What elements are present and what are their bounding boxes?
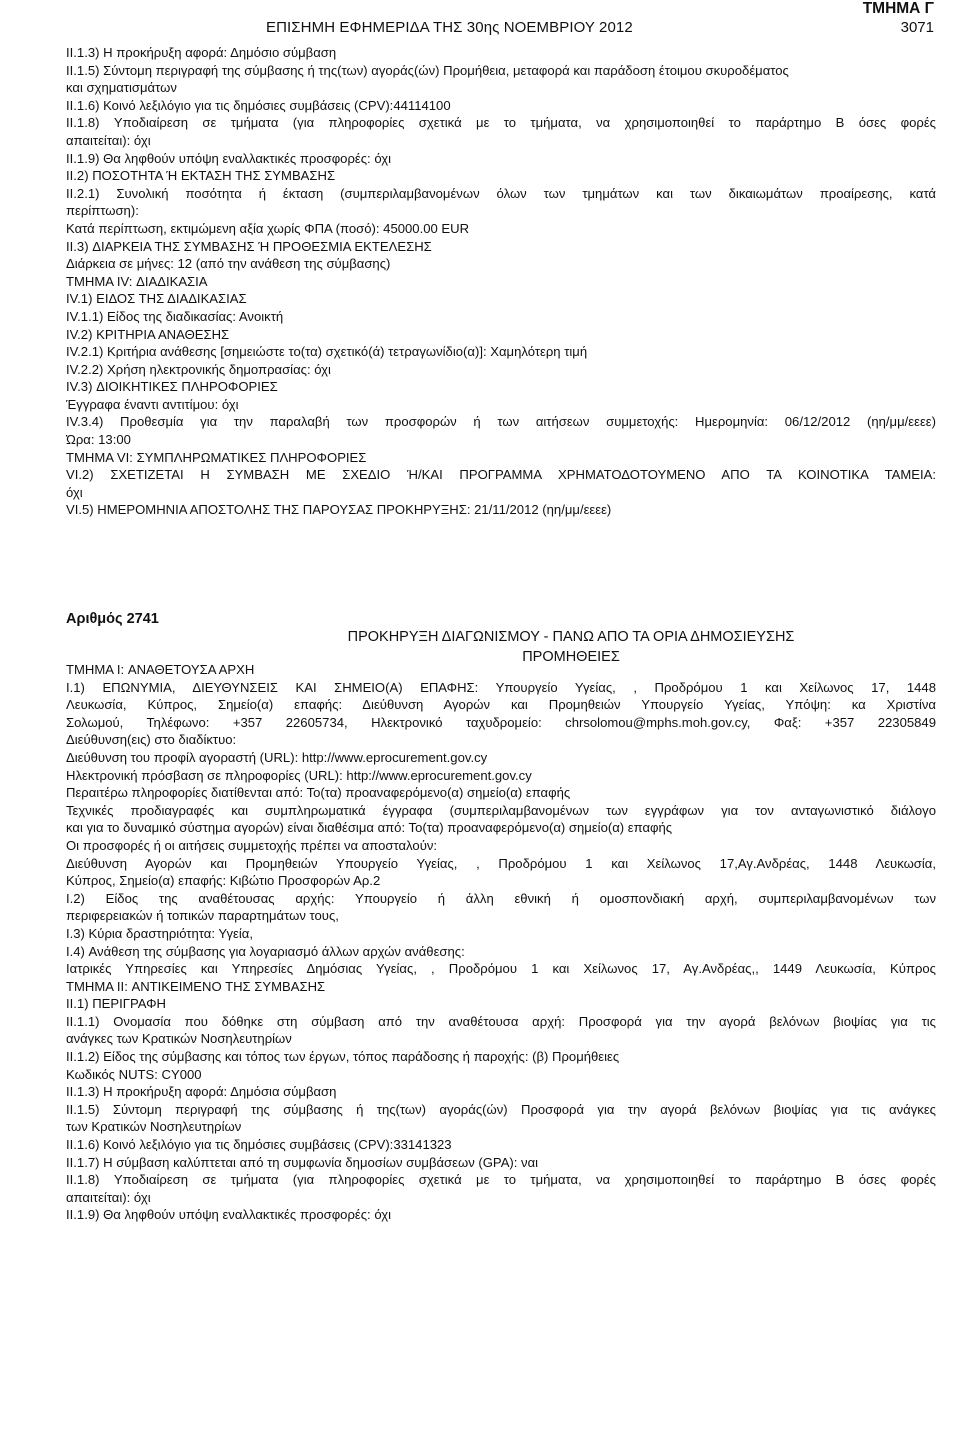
text-line: VI.5) ΗΜΕΡΟΜΗΝΙΑ ΑΠΟΣΤΟΛΗΣ ΤΗΣ ΠΑΡΟΥΣΑΣ ΠΡΟΚΗΡΥΞΗΣ: 21/11/2012 (ηη/μμ/εεεε) (66, 502, 612, 518)
text-line: II.1.3) Η προκήρυξη αφορά: Δημόσια σύμβαση (66, 1084, 337, 1100)
text-line: και για το δυναμικό σύστημα αγορών) είναι διαθέσιμα από: Το(τα) προαναφερόμενο(α) σημείο(α) επαφής (66, 820, 673, 836)
text-line: όχι (66, 484, 83, 500)
text-line: II.1.5) Σύντομη περιγραφή της σύμβασης ή της(των) αγοράς(ών) Προσφορά για την αγορά βελόνων βιοψίας για τις ανάγκες (66, 1101, 936, 1117)
text-line: II.1.9) Θα ληφθούν υπόψη εναλλακτικές προσφορές: όχι (66, 150, 392, 166)
text-line: II.1.3) Η προκήρυξη αφορά: Δημόσιο σύμβαση (66, 45, 337, 60)
text-line: ΤΜΗΜΑ IV: ΔΙΑΔΙΚΑΣΙΑ (66, 273, 208, 289)
text-line: περιφερειακών ή τοπικών παραρτημάτων τους, (66, 908, 339, 924)
text-line: II.1.7) Η σύμβαση καλύπτεται από τη συμφωνία δημοσίων συμβάσεων (GPA): ναι (66, 1154, 539, 1170)
text-line: IV.2.2) Χρήση ηλεκτρονικής δημοπρασίας: όχι (66, 361, 331, 377)
text-line: IV.1.1) Είδος της διαδικασίας: Ανοικτή (66, 308, 284, 324)
text-line: ανάγκες των Κρατικών Νοσηλευτηρίων (66, 1031, 292, 1047)
previous-notice-continuation (66, 44, 936, 519)
text-line: Ώρα: 13:00 (66, 432, 131, 448)
notice-title-line-2: ΠΡΟΜΗΘΕΙΕΣ (522, 649, 620, 665)
text-line: II.1.8) Υποδιαίρεση σε τμήματα (για πληροφορίες σχετικά με το τμήματα, να χρησιμοποιηθεί το παράρτημο Β όσες φορές (66, 1172, 936, 1188)
text-line: II.1.6) Κοινό λεξιλόγιο για τις δημόσιες συμβάσεις (CPV):33141323 (66, 1137, 452, 1153)
text-line: Έγγραφα έναντι αντιτίμου: όχι (66, 396, 239, 412)
text-line: Περαιτέρω πληροφορίες διατίθενται από: Το(τα) προαναφερόμενο(α) σημείο(α) επαφής (66, 785, 571, 801)
text-line: περίπτωση): (66, 203, 139, 219)
text-line: II.2.1) Συνολική ποσότητα ή έκταση (συμπεριλαμβανομένων όλων των τμημάτων και των δικαιωμάτων προαίρεσης, κατά (66, 185, 936, 201)
text-line: Ηλεκτρονική πρόσβαση σε πληροφορίες (URL): http://www.eprocurement.gov.cy (66, 767, 532, 783)
notice-body (66, 661, 936, 1224)
text-line: II.1.2) Είδος της σύμβασης και τόπος των έργων, τόπος παράδοσης ή παροχής: (β) Προμήθειες (66, 1049, 620, 1065)
text-line: Τεχνικές προδιαγραφές και συμπληρωματικά έγγραφα (συμπεριλαμβανομένων των εγγράφων για τον ανταγωνιστικό διάλογο (66, 802, 936, 818)
text-line: Κατά περίπτωση, εκτιμώμενη αξία χωρίς ΦΠΑ (ποσό): 45000.00 EUR (66, 220, 470, 236)
text-line: Οι προσφορές ή οι αιτήσεις συμμετοχής πρέπει να αποσταλούν: (66, 837, 438, 853)
notice-title-line-1: ΠΡΟΚΗΡΥΞΗ ΔΙΑΓΩΝΙΣΜΟΥ - ΠΑΝΩ ΑΠΟ ΤΑ ΟΡΙΑ ΔΗΜΟΣΙΕΥΣΗΣ (347, 629, 795, 645)
text-line: VI.2) ΣΧΕΤΙΖΕΤΑΙ Η ΣΥΜΒΑΣΗ ΜΕ ΣΧΕΔΙΟ Ή/ΚΑΙ ΠΡΟΓΡΑΜΜΑ ΧΡΗΜΑΤΟΔΟΤΟΥΜΕΝΟ ΑΠΟ ΤΑ ΚΟΙΝΟΤΙΚΑ ΤΑΜΕΙΑ: (66, 467, 936, 483)
text-line: ΤΜΗΜΑ II: ΑΝΤΙΚΕΙΜΕΝΟ ΤΗΣ ΣΥΜΒΑΣΗΣ (66, 978, 326, 994)
text-line: Διάρκεια σε μήνες: 12 (από την ανάθεση της σύμβασης) (66, 256, 391, 272)
text-line: IV.3) ΔΙΟΙΚΗΤΙΚΕΣ ΠΛΗΡΟΦΟΡΙΕΣ (66, 379, 278, 395)
text-line: II.1) ΠΕΡΙΓΡΑΦΗ (66, 996, 166, 1012)
text-line: IV.3.4) Προθεσμία για την παραλαβή των προσφορών ή των αιτήσεων συμμετοχής: Ημερομηνία: 06/12/2012 (ηη/μμ/εεεε) (66, 414, 936, 430)
gazette-title: ΕΠΙΣΗΜΗ ΕΦΗΜΕΡΙΔΑ ΤΗΣ 30ης ΝΟΕΜΒΡΙΟΥ 2012 (266, 19, 633, 36)
text-line: Κύπρος, Σημείο(α) επαφής: Κιβώτιο Προσφορών Αρ.2 (66, 873, 381, 889)
text-line: IV.2.1) Κριτήρια ανάθεσης [σημειώστε το(τα) σχετικό(ά) τετραγωνίδιο(α)]: Χαμηλότερη τιμή (66, 344, 588, 360)
text-line: Διεύθυνση του προφίλ αγοραστή (URL): http://www.eprocurement.gov.cy (66, 749, 488, 765)
text-line: I.1) ΕΠΩΝΥΜΙΑ, ΔΙΕΥΘΥΝΣΕΙΣ ΚΑΙ ΣΗΜΕΙΟ(Α) ΕΠΑΦΗΣ: Υπουργείο Υγείας, , Προδρόμου 1 και Χείλωνος 17, 1448 (66, 679, 936, 695)
text-line: II.1.6) Κοινό λεξιλόγιο για τις δημόσιες συμβάσεις (CPV):44114100 (66, 97, 451, 113)
text-line: II.3) ΔΙΑΡΚΕΙΑ ΤΗΣ ΣΥΜΒΑΣΗΣ Ή ΠΡΟΘΕΣΜΙΑ ΕΚΤΕΛΕΣΗΣ (66, 238, 432, 254)
text-line: Λευκωσία, Κύπρος, Σημείο(α) επαφής: Διεύθυνση Αγορών και Προμηθειών Υπουργείο Υγείας, Υπόψη: κα Χριστίνα (66, 697, 936, 713)
page-number: 3071 (900, 19, 934, 36)
text-line: των Κρατικών Νοσηλευτηρίων (66, 1119, 242, 1135)
text-line: Διεύθυνση(εις) στο διαδίκτυο: (66, 732, 237, 748)
text-line: IV.2) ΚΡΙΤΗΡΙΑ ΑΝΑΘΕΣΗΣ (66, 326, 230, 342)
text-line: Διεύθυνση Αγορών και Προμηθειών Υπουργείο Υγείας, , Προδρόμου 1 και Χείλωνος 17,Αγ.Ανδρέας, 1448 Λευκωσία, (66, 855, 936, 871)
text-line: II.1.8) Υποδιαίρεση σε τμήματα (για πληροφορίες σχετικά με το τμήματα, να χρησιμοποιηθεί το παράρτημο Β όσες φορές (66, 115, 936, 131)
section-label: ΤΜΗΜΑ Γ (862, 0, 934, 17)
text-line: II.1.5) Σύντομη περιγραφή της σύμβασης ή της(των) αγοράς(ών) Προμήθεια, μεταφορά και παράδοση έτοιμου σκυροδέματος (66, 62, 789, 78)
text-line: και σχηματισμάτων (66, 80, 177, 96)
text-line: ΤΜΗΜΑ VI: ΣΥΜΠΛΗΡΩΜΑΤΙΚΕΣ ΠΛΗΡΟΦΟΡΙΕΣ (66, 449, 367, 465)
text-line: II.2) ΠΟΣΟΤΗΤΑ Ή ΕΚΤΑΣΗ ΤΗΣ ΣΥΜΒΑΣΗΣ (66, 168, 336, 184)
text-line: IV.1) ΕΙΔΟΣ ΤΗΣ ΔΙΑΔΙΚΑΣΙΑΣ (66, 291, 247, 307)
text-line: Σολωμού, Τηλέφωνο: +357 22605734, Ηλεκτρονικό ταχυδρομείο: chrsolomou@mphs.moh.gov.cy, Φαξ: +357 22305849 (66, 714, 936, 730)
text-line: II.1.1) Ονομασία που δόθηκε στη σύμβαση από την αναθέτουσα αρχή: Προσφορά για την αγορά βελόνων βιοψίας για τις (66, 1013, 936, 1029)
text-line: απαιτείται): όχι (66, 1189, 151, 1205)
text-line: Ιατρικές Υπηρεσίες και Υπηρεσίες Δημόσιας Υγείας, , Προδρόμου 1 και Χείλωνος 17, Αγ.Ανδρέας,, 1449 Λευκωσία, Κύπρος (66, 961, 936, 977)
text-line: Κωδικός NUTS: CY000 (66, 1066, 202, 1082)
text-line: II.1.9) Θα ληφθούν υπόψη εναλλακτικές προσφορές: όχι (66, 1207, 392, 1223)
notice-number: Αριθμός 2741 (66, 611, 159, 627)
text-line: I.4) Ανάθεση της σύμβασης για λογαριασμό άλλων αρχών ανάθεσης: (66, 943, 465, 959)
text-line: I.3) Κύρια δραστηριότητα: Υγεία, (66, 925, 253, 941)
text-line: ΤΜΗΜΑ I: ΑΝΑΘΕΤΟΥΣΑ ΑΡΧΗ (66, 662, 255, 677)
text-line: απαιτείται): όχι (66, 132, 151, 148)
text-line: I.2) Είδος της αναθέτουσας αρχής: Υπουργείο ή άλλη εθνική ή ομοσπονδιακή αρχή, συμπεριλαμβανομένων των (66, 890, 936, 906)
